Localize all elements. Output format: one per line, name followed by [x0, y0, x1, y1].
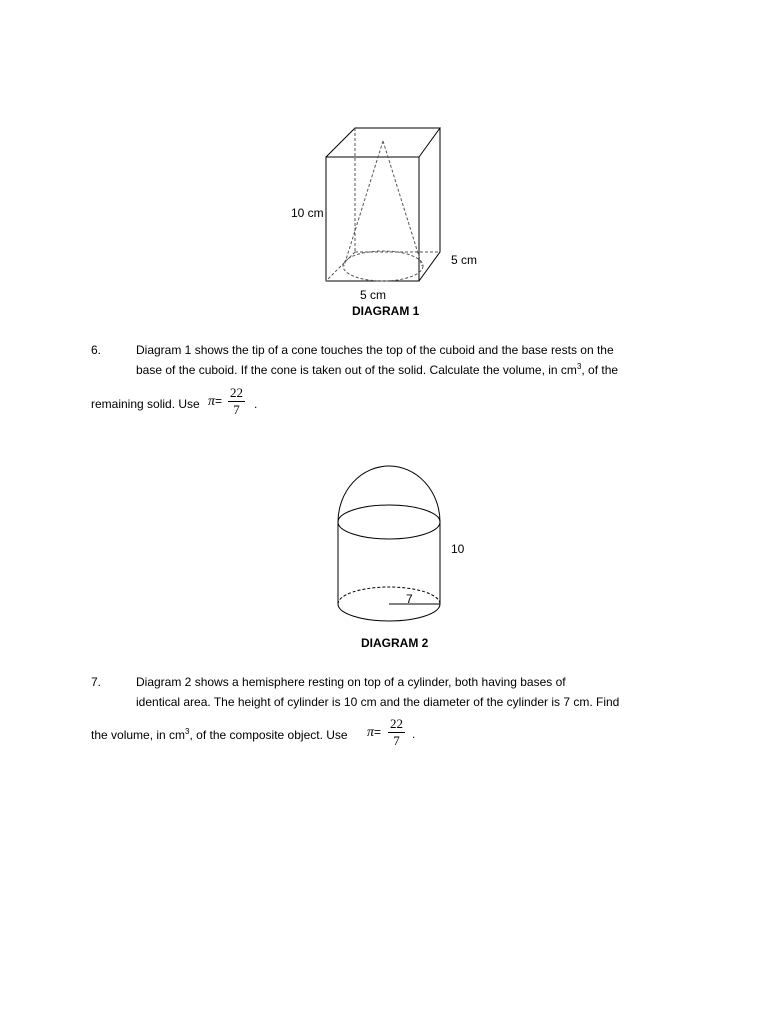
- diagram-2-height-label: 10: [451, 542, 465, 556]
- fraction-numerator: 22: [230, 385, 243, 400]
- question-7-line-3: the volume, in $cm^3$, of the composite object. Use: [91, 727, 348, 742]
- diagram-1-width-label: 5 cm: [360, 288, 387, 302]
- hemisphere-dome: [338, 466, 440, 522]
- question-6-line-2: base of the cuboid. If the cone is taken out of the solid. Calculate the volume, in $cm^3$, of the: [136, 362, 619, 377]
- question-7-fraction: [388, 716, 405, 749]
- question-7-line-2: identical area. The height of cylinder is 10 cm and the diameter of the cylinder is 7 cm. Find: [136, 695, 620, 709]
- question-6-number: 6.: [91, 343, 102, 357]
- question-6-line-1: Diagram 1 shows the tip of a cone touches the top of the cuboid and the base rests on the: [136, 343, 614, 357]
- diagram-2-caption: DIAGRAM 2: [361, 636, 429, 650]
- question-7-number: 7.: [91, 675, 102, 689]
- fraction-denominator: 7: [233, 402, 240, 417]
- question-6-end: .: [254, 397, 258, 411]
- diagram-1-depth-label: 5 cm: [451, 253, 478, 267]
- cylinder-base-front: [338, 604, 440, 621]
- diagram-1-caption: DIAGRAM 1: [352, 304, 420, 318]
- question-6-line-3: remaining solid. Use: [91, 397, 200, 411]
- pi-symbol: π: [367, 725, 375, 740]
- question-7-line-1: Diagram 2 shows a hemisphere resting on top of a cylinder, both having bases of: [136, 675, 566, 689]
- diagram-1-height-label: 10 cm: [291, 206, 324, 220]
- cylinder-base-back-hidden: [338, 587, 440, 604]
- pi-symbol: π: [208, 394, 216, 409]
- fraction-numerator: 22: [390, 716, 403, 731]
- cylinder-top-ellipse: [338, 505, 440, 539]
- question-7-pi-expression: π=: [367, 725, 382, 740]
- question-6-pi-expression: π=: [208, 394, 223, 409]
- question-7-end: .: [412, 727, 416, 741]
- diagram-2-radius-label: 7: [406, 592, 413, 606]
- fraction-denominator: 7: [393, 733, 400, 748]
